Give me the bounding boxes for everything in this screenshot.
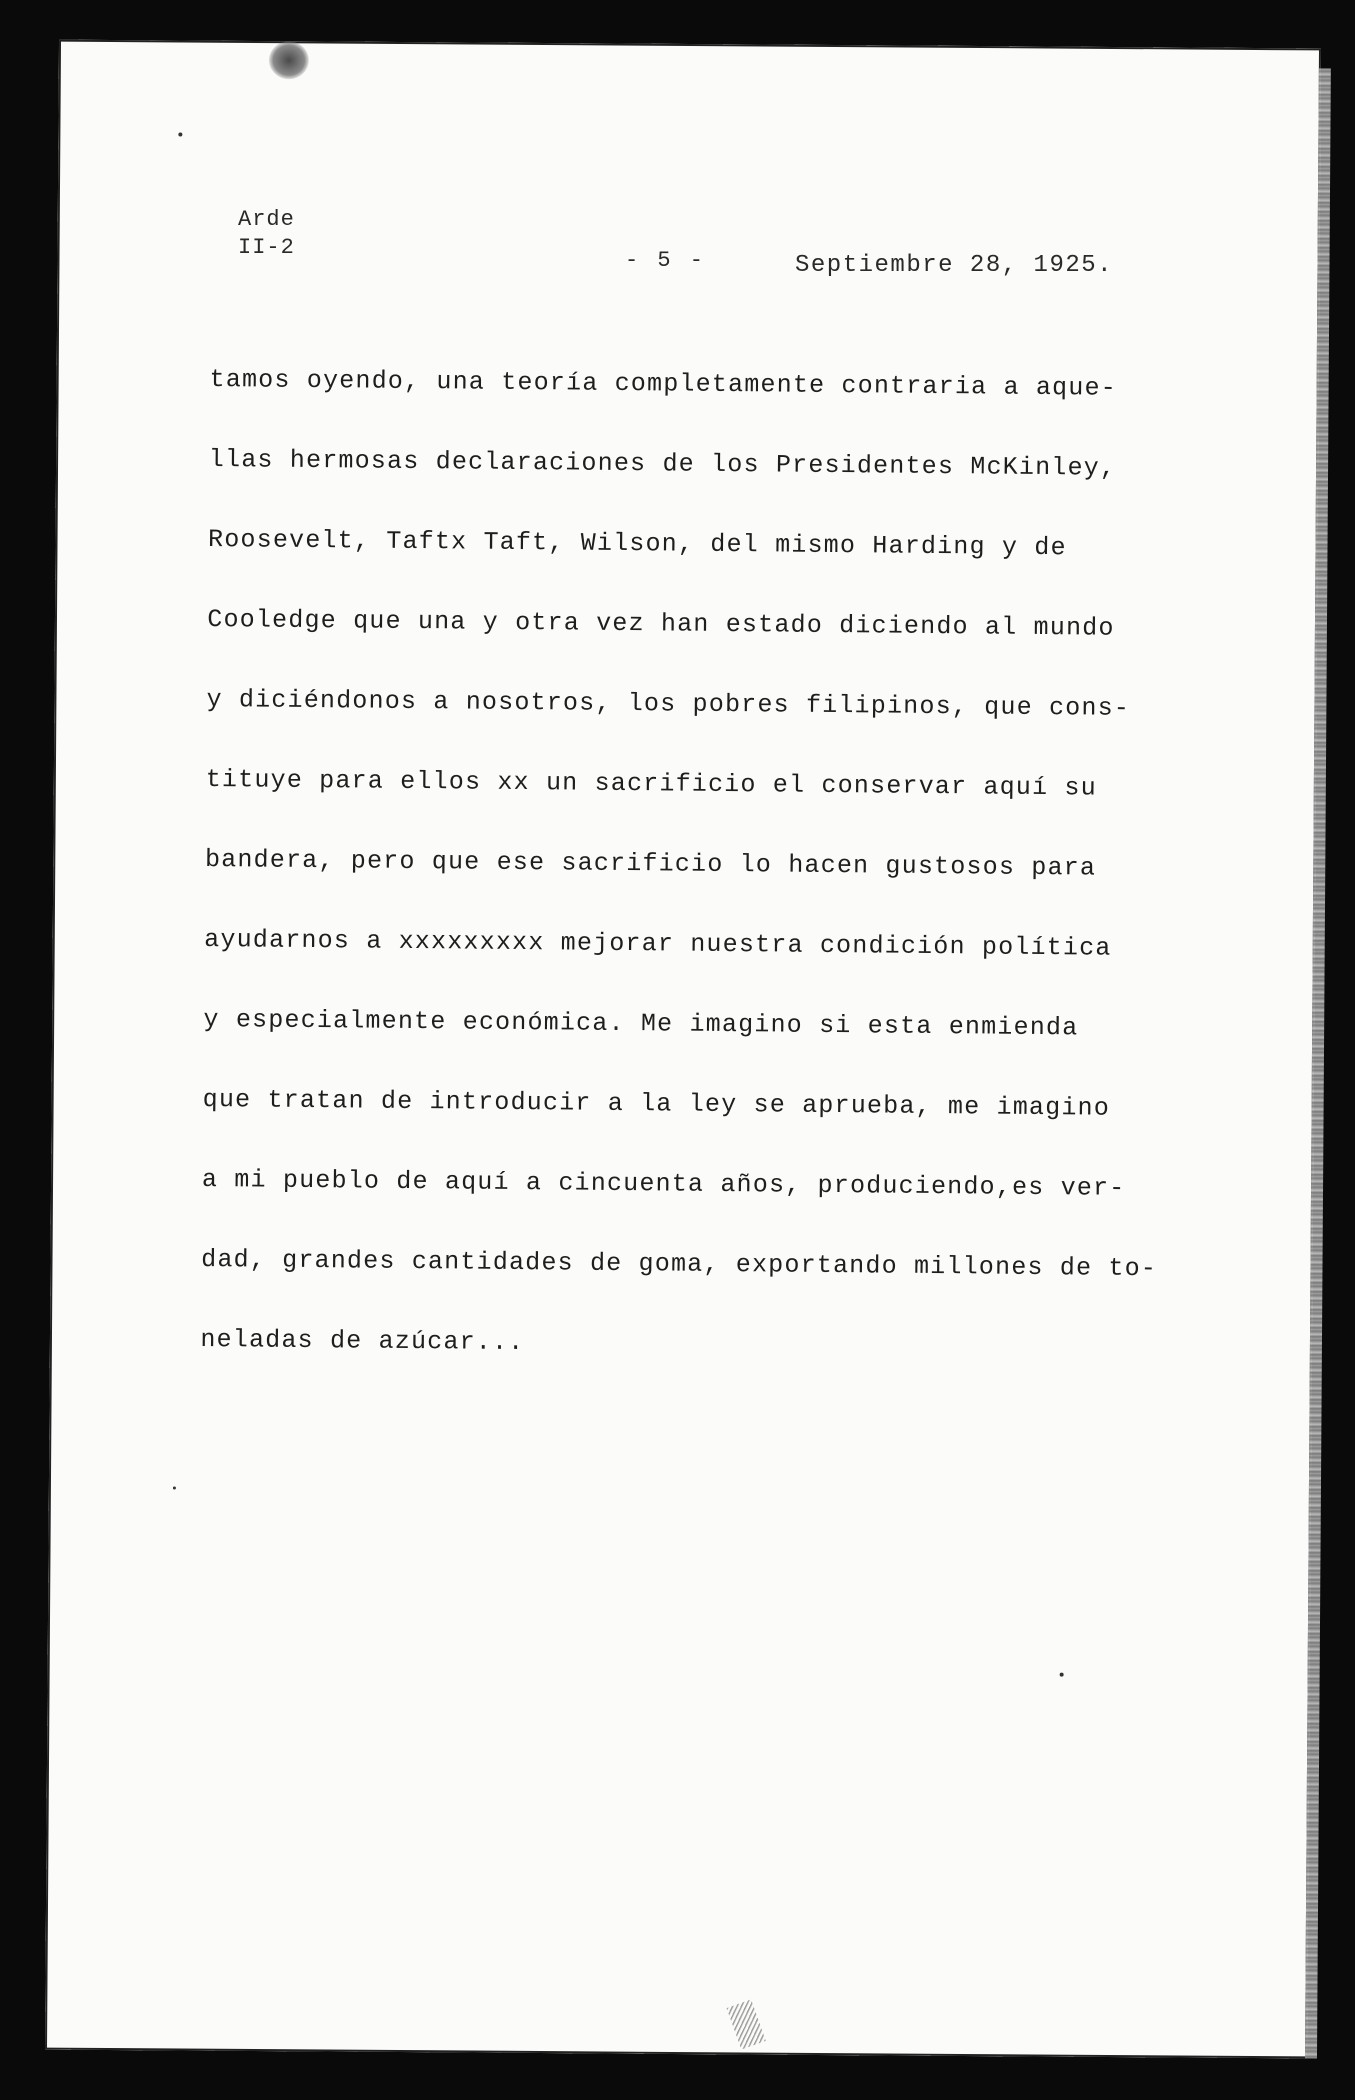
text-line: a mi pueblo de aquí a cincuenta años, produciendo,es ver- [201, 1164, 1126, 1203]
text-line: tituye para ellos xx un sacrificio el conservar aquí su [205, 764, 1098, 803]
document-date: Septiembre 28, 1925. [795, 252, 1114, 279]
text-line: Roosevelt, Taftx Taft, Wilson, del mismo Harding y de [207, 524, 1067, 563]
file-reference-line: II-2 [238, 235, 295, 260]
pencil-mark [727, 1999, 766, 2049]
text-line: tamos oyendo, una teoría completamente contraria a aque- [209, 364, 1118, 403]
body-text [200, 340, 1160, 1389]
file-reference-line: Arde [238, 207, 295, 232]
dust-speck [178, 132, 182, 136]
ink-smudge [269, 41, 309, 79]
text-line: y diciéndonos a nosotros, los pobres filipinos, que cons- [206, 684, 1131, 723]
dust-speck [173, 1486, 176, 1489]
text-line: dad, grandes cantidades de goma, exportando millones de to- [201, 1244, 1158, 1284]
dust-speck [1060, 1673, 1064, 1677]
text-line: ayudarnos a xxxxxxxxx mejorar nuestra condición política [204, 924, 1112, 963]
text-line: Cooledge que una y otra vez han estado diciendo al mundo [207, 604, 1115, 643]
text-line: bandera, pero que ese sacrificio lo hacen gustosos para [204, 844, 1097, 883]
text-line: llas hermosas declaraciones de los Presidentes McKinley, [208, 444, 1117, 483]
text-line: neladas de azúcar... [200, 1324, 525, 1358]
text-line: y especialmente económica. Me imagino si esta enmienda [203, 1004, 1079, 1043]
file-reference [238, 206, 295, 262]
page-number: - 5 - [625, 248, 707, 273]
stacked-page-edges [1305, 68, 1331, 2058]
text-line: que tratan de introducir a la ley se aprueba, me imagino [202, 1084, 1111, 1123]
